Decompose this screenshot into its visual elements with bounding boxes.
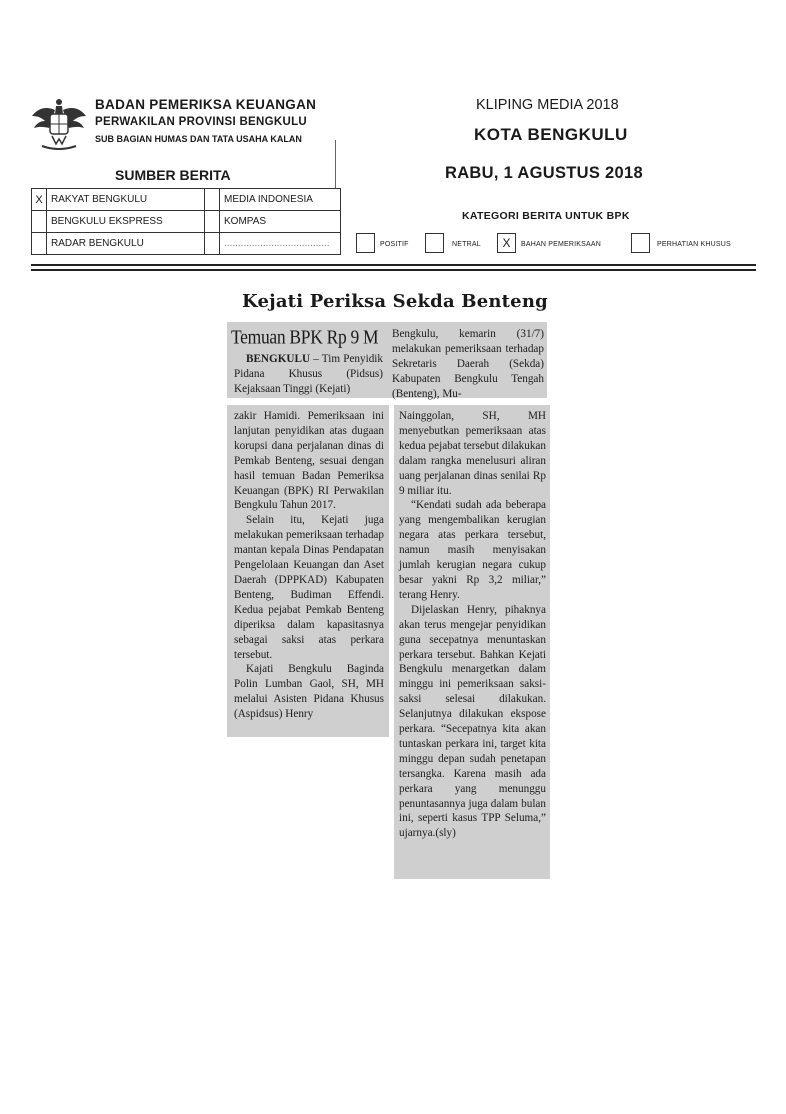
article-paragraph: Bengkulu, kemarin (31/7) melakukan pemeriksaan terhadap Sekretaris Daerah (Sekda) Kabupaten Bengkulu Tengah (Benteng), Mu- — [392, 328, 544, 400]
source-checkbox: X — [32, 189, 47, 211]
source-checkbox — [32, 211, 47, 233]
source-checkbox — [32, 233, 47, 255]
kota-title: KOTA BENGKULU — [474, 125, 628, 144]
kategori-checkbox-perhatian-khusus — [631, 233, 650, 253]
article-paragraph: Nainggolan, SH, MH menyebutkan pemeriksaan atas kedua pejabat tersebut dilakukan dalam rangka menelusuri aliran uang perjalanan dinas senilai Rp 9 miliar itu. — [399, 410, 546, 497]
source-row — [32, 189, 341, 211]
header-rule — [31, 269, 756, 271]
source-name: RAKYAT BENGKULU — [47, 189, 205, 211]
article-subhead: Temuan BPK Rp 9 M — [231, 325, 379, 348]
article-paragraph: “Kendati sudah ada beberapa yang mengembalikan kerugian negara atas perkara tersebut, namun masih menyisakan jumlah kerugian negara cukup besar yakni Rp 3,2 miliar,” terang Henry. — [399, 499, 546, 601]
source-name: ...................................... — [220, 233, 341, 255]
article-column — [234, 409, 384, 722]
kategori-checkbox-netral — [425, 233, 444, 253]
kategori-label-bahan-pemeriksaan: BAHAN PEMERIKSAAN — [521, 241, 602, 248]
source-checkbox — [205, 189, 220, 211]
article-lead-text: – Tim Penyidik Pidana Khusus (Pidsus) Kejaksaan Tinggi (Kejati) — [234, 353, 384, 395]
source-checkbox — [205, 233, 220, 255]
source-row — [32, 211, 341, 233]
org-subdivision: SUB BAGIAN HUMAS DAN TATA USAHA KALAN — [95, 134, 302, 144]
kategori-checkbox-bahan-pemeriksaan: X — [497, 233, 516, 253]
article-paragraph: Selain itu, Kejati juga melakukan pemeriksaan terhadap mantan kepala Dinas Pendapatan Pengelolaan Keuangan dan Aset Daerah (DPPKAD) Kabupaten Benteng, Budiman Effendi. Kedua pejabat Pemkab Benteng diperiksa dalam kapasitasnya sebagai saksi atas perkara tersebut. — [234, 514, 384, 661]
kliping-title: KLIPING MEDIA 2018 — [476, 97, 619, 113]
source-table — [31, 188, 341, 255]
source-name: BENGKULU EKSPRESS — [47, 211, 205, 233]
source-row — [32, 233, 341, 255]
kategori-label-netral: NETRAL — [452, 241, 481, 248]
source-name: RADAR BENGKULU — [47, 233, 205, 255]
article-paragraph: zakir Hamidi. Pemeriksaan ini lanjutan penyidikan atas dugaan korupsi dana perjalanan dinas di Pemkab Benteng, sesuai dengan hasil temuan Badan Pemeriksa Keuangan (BPK) RI Perwakilan Bengkulu Tahun 2017. — [234, 410, 384, 512]
header-divider — [335, 140, 336, 188]
article-paragraph: Kajati Bengkulu Baginda Polin Lumban Gaol, SH, MH melalui Asisten Pidana Khusus (Aspidsus) Henry — [234, 663, 384, 721]
kategori-label-positif: POSITIF — [380, 241, 409, 248]
sumber-berita-title: SUMBER BERITA — [115, 167, 231, 183]
kategori-title: KATEGORI BERITA UNTUK BPK — [462, 210, 630, 222]
org-name: BADAN PEMERIKSA KEUANGAN — [95, 97, 317, 112]
article-dateline: BENGKULU — [246, 353, 311, 365]
header-rule — [31, 264, 756, 266]
kategori-label-perhatian-khusus: PERHATIAN KHUSUS — [657, 241, 731, 248]
article-paragraph: Dijelaskan Henry, pihaknya akan terus mengejar penyidikan guna secepatnya menuntaskan perkara tersebut. Bahkan Kejati Bengkulu menargetkan dalam minggu ini pemeriksaan saksi-saksi selesai dilakukan. Selanjutnya dilakukan ekspose perkara. “Secepatnya kita akan tuntaskan perkara ini, target kita minggu depan sudah penetapan tersangka. Karena masih ada perkara yang menunggu penuntasannya juga dalam bulan ini, seperti kasus TPP Seluma,” ujarnya.(sly) — [399, 603, 546, 840]
source-name: KOMPAS — [220, 211, 341, 233]
publication-date: RABU, 1 AGUSTUS 2018 — [445, 164, 643, 182]
article-lead — [234, 352, 383, 397]
kategori-checkbox-positif — [356, 233, 375, 253]
garuda-emblem-icon — [30, 94, 88, 156]
article-column — [392, 327, 544, 402]
org-branch: PERWAKILAN PROVINSI BENGKULU — [95, 116, 308, 128]
source-name: MEDIA INDONESIA — [220, 189, 341, 211]
article-column — [399, 409, 546, 841]
source-checkbox — [205, 211, 220, 233]
article-headline: Kejati Periksa Sekda Benteng — [242, 291, 548, 312]
